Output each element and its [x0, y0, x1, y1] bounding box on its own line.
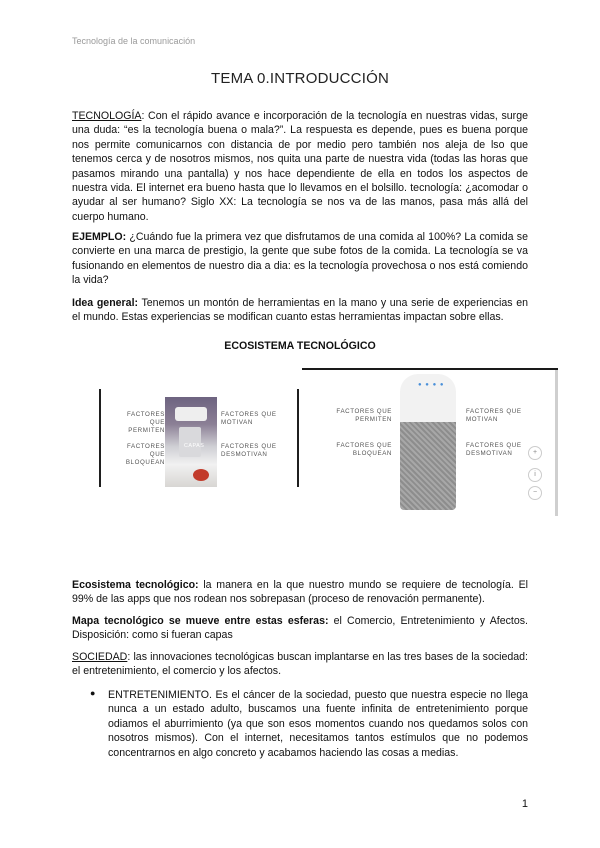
factores-bloquean-label: FACTORES QUE BLOQUEAN — [125, 443, 165, 466]
robot-lid — [175, 407, 207, 421]
tecnologia-text: : Con el rápido avance e incorporación de la tecnología en nuestras vidas, surge una duda: “es la tecnología buena o mala?”. La respuesta es depende, pues es buena porque nos permite comunicarnos con distancia de por medio pero también nos aleja de lso que tenemos cerca y de nosotros mismos, nos quita una parte de nuestra vida (todas las horas que pasamos mirando una pantalla) y nos hace dependiente de ella en todos los aspectos de nuestra vida. El internet era bueno hasta que lo llevamos en el bolsillo. tecnología: ¿acomodar o ayudar al ser humano? Siglo XX: La tecnología se nos va de las manos, pasa más allá del cuerpo humano. — [72, 110, 528, 223]
idea-general-label: Idea general: — [72, 297, 139, 309]
kitchen-robot-photo — [165, 397, 217, 487]
speaker-body — [400, 422, 456, 510]
paragraph-mapa — [72, 614, 528, 643]
factores-desmotivan-label-2: FACTORES QUE DESMOTIVAN — [466, 442, 522, 457]
ecosistema-label: Ecosistema tecnológico: — [72, 579, 199, 591]
mapa-label: Mapa tecnológico se mueve entre estas esferas: — [72, 615, 329, 627]
capas-label: CAPAS — [184, 443, 205, 449]
factores-bloquean-label-2: FACTORES QUE BLOQUEAN — [336, 442, 392, 457]
paragraph-ejemplo — [72, 230, 528, 288]
factores-motivan-label-2: FACTORES QUE MOTIVAN — [466, 408, 522, 423]
paragraph-idea-general — [72, 296, 528, 325]
ecosystem-image-robot — [99, 383, 299, 487]
mapa-text: el Comercio, Entretenimiento y Afectos. Disposición: como si fueran capas — [72, 615, 528, 642]
factores-motivan-label: FACTORES QUE MOTIVAN — [221, 411, 277, 426]
bullet-marker: ● — [90, 688, 96, 698]
tecnologia-label: TECNOLOGÍA — [72, 110, 142, 122]
sociedad-text: : las innovaciones tecnológicas buscan implantarse en las tres bases de la sociedad: el entretenimiento, el comercio y los afectos. — [72, 651, 528, 678]
ejemplo-label: EJEMPLO: — [72, 231, 127, 243]
zoom-in-button[interactable]: + — [528, 446, 542, 460]
image-border-left — [99, 389, 101, 487]
section-subtitle: ECOSISTEMA TECNOLÓGICO — [224, 340, 376, 352]
ecosystem-image-speaker — [302, 368, 558, 516]
ecosistema-text: la manera en la que nuestro mundo se requiere de tecnología. El 99% de las apps que nos rodean nos sobrepasan (proceso de renovación permanente). — [72, 579, 528, 606]
robot-jug — [179, 427, 201, 457]
zoom-out-button[interactable]: − — [528, 486, 542, 500]
factores-permiten-label-2: FACTORES QUE PERMITEN — [336, 408, 392, 423]
page-title: TEMA 0.INTRODUCCIÓN — [211, 70, 389, 87]
page-number: 1 — [521, 798, 528, 810]
image-scrollbar — [555, 370, 558, 516]
paragraph-ecosistema — [72, 578, 528, 607]
factores-desmotivan-label: FACTORES QUE DESMOTIVAN — [221, 443, 277, 458]
smart-speaker-photo — [400, 374, 456, 514]
tomato — [193, 469, 209, 481]
bullet-text: ENTRETENIMIENTO. Es el cáncer de la sociedad, puesto que nuestra especie no llega nunca a un estado adulto, buscamos una fuente infinita de entretenimiento porque odiamos el aburrimiento (ya que son esos momentos cuando nos quedamos solos con nosotros mismos). Con el internet, necesitamos tantos estímulos que no podemos concentrarnos en algo concreto y acabamos haciendo las cosas a medias. — [108, 689, 528, 759]
speaker-top — [400, 374, 456, 422]
idea-general-text: Tenemos un montón de herramientas en la mano y una serie de experiencias en el mundo. Estas experiencias se modifican cuanto estas herramientas impactan sobre ellas. — [72, 297, 528, 324]
sociedad-label: SOCIEDAD — [72, 651, 128, 663]
image-border-right — [297, 389, 299, 487]
info-button[interactable]: i — [528, 468, 542, 482]
speaker-lights-icon: ● ● ● ● — [418, 382, 445, 388]
ejemplo-text: ¿Cuándo fue la primera vez que disfrutamos de una comida al 100%? La comida se convierte en una marca de prestigio, la gente que sube fotos de la comida. La tecnología se va fusionando en elementos de nuestro dia a dia: es la tecnología provechosa o nos está comiendo la vida? — [72, 231, 528, 287]
paragraph-tecnologia — [72, 109, 528, 224]
paragraph-sociedad — [72, 650, 528, 679]
running-header: Tecnología de la comunicación — [72, 36, 196, 46]
factores-permiten-label: FACTORES QUE PERMITEN — [126, 411, 165, 434]
image-border-top — [302, 368, 558, 370]
